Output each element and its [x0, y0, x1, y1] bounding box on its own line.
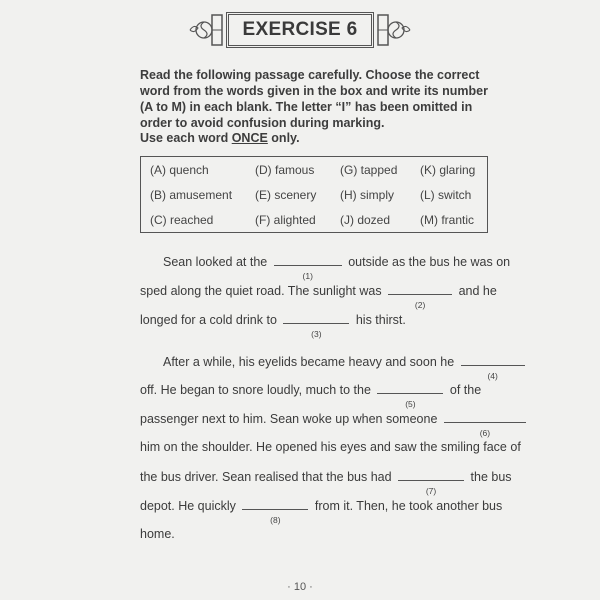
passage-line: [140, 439, 521, 455]
passage-text: of the: [449, 383, 482, 397]
blank-number: (4): [487, 371, 498, 381]
word-option: (C) reached: [150, 212, 214, 227]
passage-text: depot. He quickly: [140, 499, 236, 513]
passage-text: the bus: [470, 470, 512, 484]
passage-text: longed for a cold drink to: [140, 313, 277, 327]
blank-number: (5): [405, 399, 416, 409]
passage-text: off. He began to snore loudly, much to the: [140, 383, 371, 397]
passage-line: [163, 253, 511, 281]
passage-text: him on the shoulder. He opened his eyes and saw the smiling face of: [140, 440, 521, 454]
answer-blank-4[interactable]: [461, 353, 525, 381]
passage-line: [140, 497, 503, 525]
word-option: (M) frantic: [420, 212, 474, 227]
word-option: (D) famous: [255, 162, 315, 177]
blank-number: (2): [414, 300, 426, 310]
passage-text: passenger next to him. Sean woke up when someone: [140, 412, 438, 426]
passage-text: sped along the quiet road. The sunlight was: [140, 284, 382, 298]
blank-number: (7): [425, 486, 437, 496]
blank-number: (3): [311, 329, 322, 339]
word-option: (E) scenery: [255, 187, 317, 202]
exercise-title: EXERCISE 6: [226, 12, 375, 48]
passage-line: [163, 353, 528, 381]
word-option: (B) amusement: [150, 187, 233, 202]
once-suffix: only.: [267, 131, 300, 145]
passage-text: from it. Then, he took another bus: [314, 499, 503, 513]
word-option: (J) dozed: [340, 212, 391, 227]
passage-text: the bus driver. Sean realised that the bus had: [140, 470, 392, 484]
passage-text: his thirst.: [355, 313, 406, 327]
passage-line: [140, 381, 482, 409]
word-option: (G) tapped: [340, 162, 398, 177]
passage-text: and he: [458, 284, 497, 298]
answer-blank-8[interactable]: [242, 497, 308, 525]
passage-line: [140, 468, 512, 496]
answer-blank-3[interactable]: [283, 311, 349, 339]
answer-blank-2[interactable]: [388, 282, 452, 310]
passage-text: After a while, his eyelids became heavy and soon he: [163, 355, 455, 369]
once-prefix: Use each word: [140, 131, 232, 145]
passage-text: Sean looked at the: [163, 255, 268, 269]
passage-line: [140, 311, 406, 339]
passage-line: [140, 526, 175, 542]
blank-number: (8): [270, 515, 281, 525]
once-word: ONCE: [231, 131, 268, 145]
word-option: (H) simply: [340, 187, 394, 202]
answer-blank-5[interactable]: [377, 381, 443, 409]
passage-line: [140, 282, 497, 310]
answer-blank-7[interactable]: [398, 468, 464, 496]
answer-blank-1[interactable]: [274, 253, 342, 281]
blank-number: (1): [302, 271, 313, 281]
word-option: (A) quench: [150, 162, 209, 177]
word-option: (F) alighted: [255, 212, 316, 227]
passage-line: [140, 410, 529, 438]
passage-text: home.: [140, 527, 175, 541]
word-option: (K) glaring: [420, 162, 476, 177]
passage-text: outside as the bus he was on: [348, 255, 511, 269]
page-number: · 10 ·: [287, 581, 313, 593]
word-option: (L) switch: [420, 187, 472, 202]
blank-number: (6): [479, 428, 491, 438]
instructions-text: Read the following passage carefully. Choose the correct word from the words given in the box and write its number (A to M) in each blank. The letter “I” has been omitted in order to avoid confusion during marking.: [140, 68, 488, 130]
answer-blank-6[interactable]: [444, 410, 526, 438]
